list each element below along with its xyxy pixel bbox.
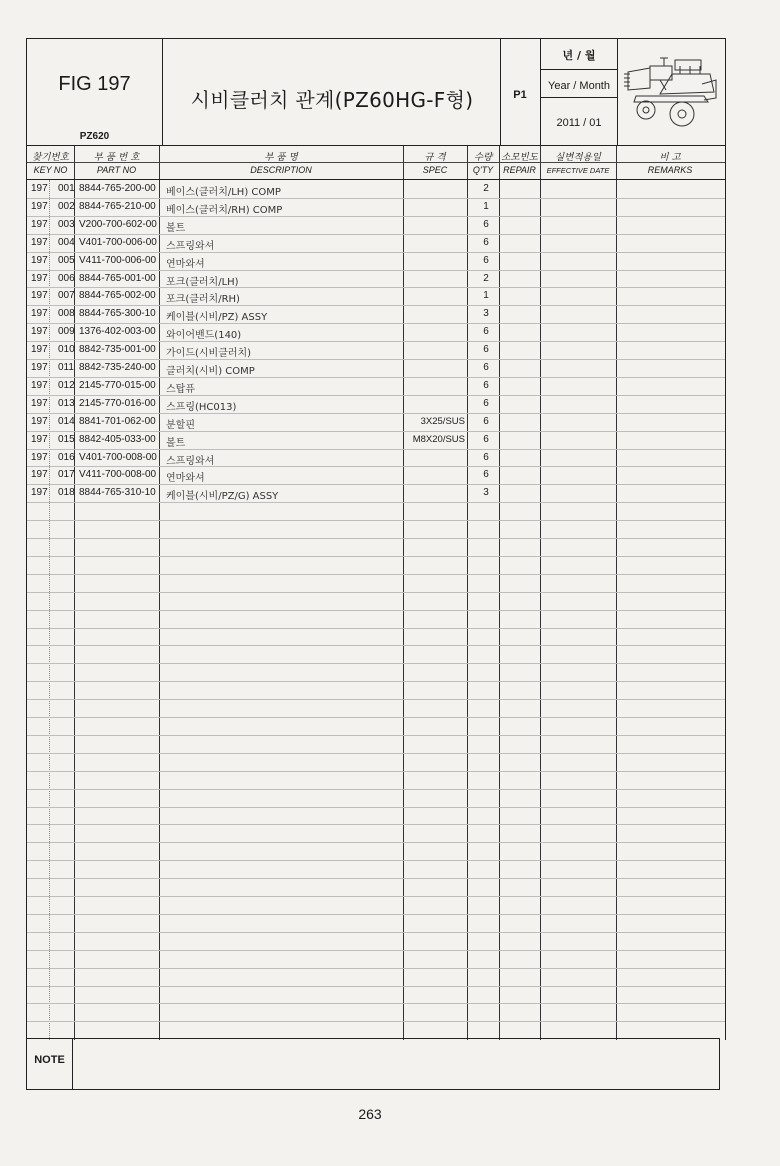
col-effective-en: EFFECTIVE DATE (546, 166, 610, 175)
row-line (27, 842, 725, 843)
table-row (27, 431, 727, 449)
key-number: 001 (58, 183, 75, 194)
table-row (27, 449, 727, 467)
parts-table (26, 180, 726, 1040)
description: 연마와셔 (166, 473, 205, 485)
description: 볼트 (166, 437, 186, 449)
col-spec-en: SPEC (422, 165, 448, 175)
table-row (27, 198, 727, 216)
page-ref: P1 (513, 89, 527, 101)
quantity: 1 (483, 290, 489, 302)
key-number: 007 (58, 290, 75, 302)
page-number: 263 (358, 1106, 382, 1122)
col-repair-ko: 소모빈도 (501, 152, 538, 163)
description: 베이스(클러치/RH) COMP (166, 204, 283, 216)
key-number: 002 (58, 200, 75, 212)
key-number: 013 (58, 397, 75, 409)
part-number: 2145-770-015-00 (79, 379, 156, 391)
quantity: 6 (483, 326, 489, 338)
key-number: 006 (58, 272, 75, 284)
row-line (27, 1021, 725, 1022)
year-month-divider-1 (541, 69, 618, 70)
fig-number: 197 (31, 451, 48, 463)
quantity: 3 (483, 308, 489, 320)
key-number: 017 (58, 469, 75, 481)
col-key-en: KEY NO (33, 165, 68, 175)
key-number: 003 (58, 218, 75, 230)
fig-number: 197 (31, 254, 48, 266)
model-name: PZ620 (79, 131, 110, 142)
spec: 3X25/SUS (420, 415, 465, 427)
part-number: V200-700-602-00 (79, 218, 157, 230)
fig-number: 197 (31, 272, 48, 284)
col-desc-ko: 부 품 명 (264, 152, 298, 163)
key-number: 010 (58, 344, 75, 356)
year-month-label-en: Year / Month (548, 80, 610, 92)
table-row (27, 484, 727, 502)
part-number: 8844-765-300-10 (79, 308, 156, 320)
quantity: 2 (483, 183, 489, 194)
row-line (27, 538, 725, 539)
row-line (27, 645, 725, 646)
col-effective-ko: 실변적용일 (555, 152, 601, 163)
rice-transplanter-icon (620, 44, 720, 130)
row-line (27, 556, 725, 557)
figure-number: FIG 197 (58, 73, 131, 95)
year-month-divider-2 (541, 97, 618, 98)
note-label: NOTE (34, 1054, 65, 1066)
col-qty-en: Q'TY (472, 165, 494, 175)
row-line (27, 914, 725, 915)
quantity: 6 (483, 451, 489, 463)
row-line (27, 628, 725, 629)
key-number: 018 (58, 487, 75, 499)
table-row (27, 323, 727, 341)
fig-number: 197 (31, 200, 48, 212)
col-repair-en: REPAIR (503, 165, 536, 175)
description: 와이어밴드(140) (166, 330, 242, 342)
quantity: 6 (483, 433, 489, 445)
part-number: 8841-701-062-00 (79, 415, 156, 427)
key-number: 009 (58, 326, 75, 338)
quantity: 6 (483, 236, 489, 248)
part-number: V411-700-006-00 (79, 254, 157, 266)
row-line (27, 789, 725, 790)
fig-number: 197 (31, 433, 48, 445)
row-line (27, 735, 725, 736)
col-spec-ko: 규 격 (424, 152, 446, 163)
part-number: 8842-735-240-00 (79, 362, 156, 373)
fig-number: 197 (31, 218, 48, 230)
part-number: V401-700-006-00 (79, 236, 157, 248)
year-month-label-ko: 년 / 월 (562, 49, 596, 62)
spec: M8X20/SUS (412, 433, 465, 445)
col-qty-ko: 수량 (473, 152, 493, 163)
row-line (27, 986, 725, 987)
key-number: 014 (58, 415, 75, 427)
fig-number: 197 (31, 326, 48, 338)
part-number: V411-700-008-00 (79, 469, 157, 481)
description: 볼트 (166, 222, 186, 234)
quantity: 6 (483, 254, 489, 266)
row-line (27, 520, 725, 521)
row-line (27, 896, 725, 897)
part-number: 8844-765-001-00 (79, 272, 156, 284)
table-row (27, 252, 727, 270)
table-row (27, 287, 727, 305)
quantity: 1 (483, 200, 489, 212)
row-line (27, 753, 725, 754)
description: 스프링와셔 (166, 240, 215, 252)
col-remarks-ko: 비 고 (659, 152, 681, 163)
description: 케이블(시비/PZ) ASSY (166, 312, 268, 324)
key-number: 012 (58, 379, 75, 391)
description: 분할핀 (166, 419, 195, 431)
part-number: 8844-765-210-00 (79, 200, 156, 212)
table-row (27, 234, 727, 252)
row-line (27, 502, 725, 503)
fig-number: 197 (31, 469, 48, 481)
row-line (27, 1003, 725, 1004)
page-title: 시비클러치 관계(PZ60HG-F형) (190, 88, 474, 112)
col-desc-en: DESCRIPTION (250, 165, 312, 175)
description: 케이블(시비/PZ/G) ASSY (166, 491, 279, 503)
fig-number: 197 (31, 308, 48, 320)
part-number: 1376-402-003-00 (79, 326, 156, 338)
quantity: 6 (483, 397, 489, 409)
table-row (27, 377, 727, 395)
description: 가이드(시비클러치) (166, 348, 252, 360)
note-box (26, 1038, 720, 1090)
row-line (27, 860, 725, 861)
row-line (27, 717, 725, 718)
table-row (27, 180, 727, 198)
quantity: 6 (483, 469, 489, 481)
part-number: 8844-765-002-00 (79, 290, 156, 302)
description: 연마와셔 (166, 258, 205, 270)
quantity: 6 (483, 362, 489, 373)
fig-number: 197 (31, 362, 48, 373)
col-part-ko: 부 품 번 호 (93, 152, 140, 163)
table-row (27, 359, 727, 377)
key-number: 016 (58, 451, 75, 463)
column-header (26, 146, 726, 180)
fig-number: 197 (31, 290, 48, 302)
key-number: 008 (58, 308, 75, 320)
part-number: 8844-765-310-10 (79, 487, 156, 499)
row-line (27, 824, 725, 825)
row-line (27, 699, 725, 700)
table-row (27, 270, 727, 288)
part-number: 8844-765-200-00 (79, 183, 156, 194)
description: 스프링와셔 (166, 455, 215, 467)
description: 스탑퓨 (166, 383, 195, 395)
part-number: 8842-735-001-00 (79, 344, 156, 356)
quantity: 6 (483, 415, 489, 427)
fig-number: 197 (31, 487, 48, 499)
key-number: 011 (58, 362, 74, 373)
fig-number: 197 (31, 397, 48, 409)
col-remarks-en: REMARKS (647, 165, 693, 175)
description: 스프링(HC013) (166, 401, 237, 413)
row-line (27, 771, 725, 772)
year-month-value: 2011 / 01 (556, 117, 602, 129)
fig-number: 197 (31, 183, 48, 194)
fig-number: 197 (31, 415, 48, 427)
description: 포크(클러치/LH) (166, 276, 239, 288)
row-line (27, 950, 725, 951)
row-line (27, 932, 725, 933)
quantity: 6 (483, 344, 489, 356)
table-row (27, 341, 727, 359)
description: 포크(클러치/RH) (166, 294, 240, 306)
col-part-en: PART NO (96, 165, 137, 175)
row-line (27, 681, 725, 682)
part-number: V401-700-008-00 (79, 451, 157, 463)
note-divider (72, 1039, 73, 1089)
quantity: 2 (483, 272, 489, 284)
part-number: 2145-770-016-00 (79, 397, 156, 409)
table-row (27, 216, 727, 234)
quantity: 3 (483, 487, 489, 499)
row-line (27, 574, 725, 575)
table-row (27, 395, 727, 413)
table-row (27, 305, 727, 323)
part-number: 8842-405-033-00 (79, 433, 156, 445)
row-line (27, 610, 725, 611)
row-line (27, 807, 725, 808)
table-row (27, 413, 727, 431)
key-number: 004 (58, 236, 75, 248)
description: 베이스(클러치/LH) COMP (166, 187, 281, 198)
fig-number: 197 (31, 236, 48, 248)
fig-number: 197 (31, 344, 48, 356)
col-key-ko: 찾기번호 (32, 152, 69, 163)
description: 클러치(시비) COMP (166, 366, 255, 377)
row-line (27, 592, 725, 593)
key-number: 015 (58, 433, 75, 445)
row-line (27, 968, 725, 969)
fig-number: 197 (31, 379, 48, 391)
quantity: 6 (483, 379, 489, 391)
table-row (27, 466, 727, 484)
row-line (27, 878, 725, 879)
row-line (27, 663, 725, 664)
quantity: 6 (483, 218, 489, 230)
key-number: 005 (58, 254, 75, 266)
